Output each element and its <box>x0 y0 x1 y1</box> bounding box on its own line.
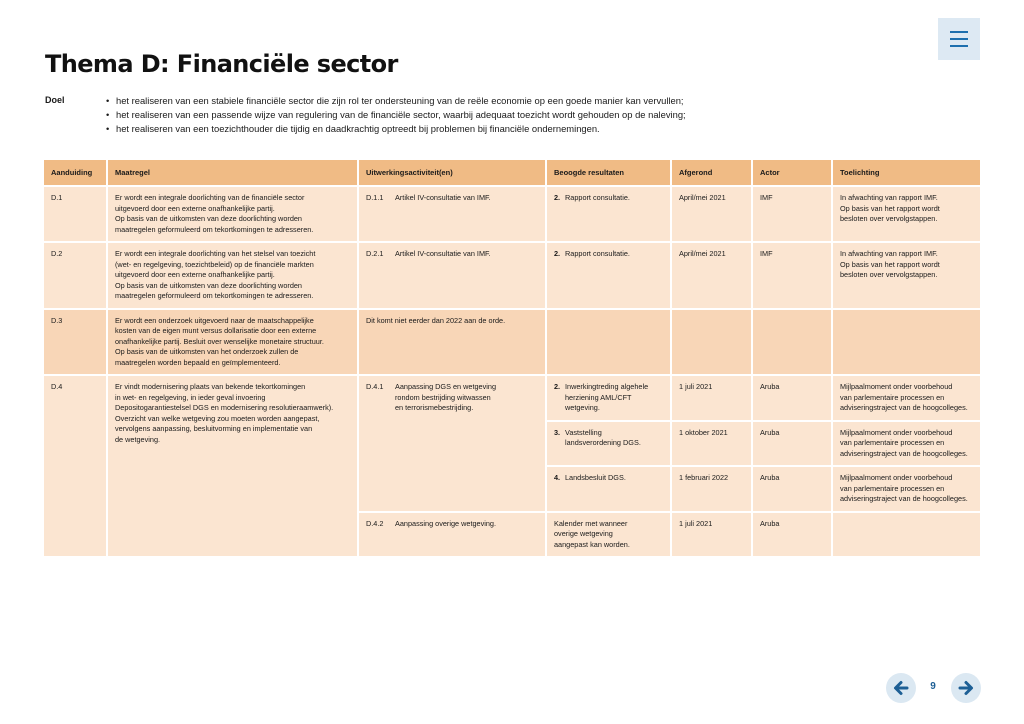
cell-resultaat <box>546 242 671 309</box>
activity-code: D.2.1 <box>366 249 384 258</box>
cell-aanduiding: D.2 <box>44 242 107 309</box>
cell-aanduiding: D.1 <box>44 186 107 242</box>
table-header-row <box>44 160 980 186</box>
cell-toelichting: In afwachting van rapport IMF. Op basis van het rapport wordt besloten over vervolgstappen. <box>832 242 980 309</box>
cell-resultaat <box>546 466 671 512</box>
page-number: 9 <box>930 681 936 692</box>
header-beoogde-resultaten: Beoogde resultaten <box>546 160 671 186</box>
header-actor: Actor <box>752 160 832 186</box>
result-number: 2. <box>554 249 561 258</box>
cell-maatregel: Er wordt een integrale doorlichting van de financiële sector uitgevoerd door een externe onafhankelijke partij. Op basis van de uitkomsten van deze doorlichting worden maatregelen geformuleerd om tekortkomingen te adresseren. <box>107 186 358 242</box>
cell-actor <box>752 309 832 376</box>
cell-maatregel: Er wordt een integrale doorlichting van het stelsel van toezicht (wet- en regelgeving, toezichtbeleid) op de financiële markten uitgevoerd door een externe onafhankelijke partij. Op basis van de uitkomsten van deze doorlichting worden maatregelen geformuleerd om tekortkomingen te adresseren. <box>107 242 358 309</box>
activity-code: D.4.2 <box>366 518 384 528</box>
cell-aanduiding: D.4 <box>44 375 107 557</box>
arrow-right-icon <box>951 673 981 703</box>
activity-text: Aanpassing DGS en wetgeving rondom bestrijding witwassen en terrorismebestrijding. <box>395 382 497 412</box>
result-text: Rapport consultatie. <box>565 193 630 202</box>
next-page-button[interactable] <box>951 673 981 703</box>
activity-code: D.4.1 <box>366 382 384 391</box>
cell-toelichting <box>832 309 980 376</box>
table-row <box>44 375 980 421</box>
cell-afgerond: 1 februari 2022 <box>671 466 752 512</box>
cell-afgerond: 1 juli 2021 <box>671 375 752 421</box>
cell-activiteit <box>358 242 546 309</box>
cell-resultaat <box>546 375 671 421</box>
cell-resultaat <box>546 309 671 376</box>
page-title <box>45 50 398 78</box>
cell-toelichting: Mijlpaalmoment onder voorbehoud van parlementaire processen en adviseringstraject van de hoogcolleges. <box>832 421 980 467</box>
activity-text: Artikel IV-consultatie van IMF. <box>395 193 491 202</box>
activity-text: Artikel IV-consultatie van IMF. <box>395 249 491 258</box>
cell-toelichting: Mijlpaalmoment onder voorbehoud van parlementaire processen en adviseringstraject van de hoogcolleges. <box>832 375 980 421</box>
doel-label: Doel <box>45 95 65 105</box>
page-title-prefix: Thema D: <box>45 50 170 78</box>
result-number: 2. <box>554 382 561 391</box>
menu-button[interactable] <box>938 18 980 60</box>
cell-maatregel: Er vindt modernisering plaats van bekende tekortkomingen in wet- en regelgeving, in ieder geval invoering Depositogarantiestelsel DGS en modernisering resolutieraamwerk). Overzicht van welke wetgeving zou moeten worden aangepast, vervolgens aanpassing, besluitvorming en implementatie van de wetgeving. <box>107 375 358 557</box>
cell-actor: IMF <box>752 242 832 309</box>
cell-toelichting: In afwachting van rapport IMF. Op basis van het rapport wordt besloten over vervolgstappen. <box>832 186 980 242</box>
cell-actor: Aruba <box>752 466 832 512</box>
cell-toelichting: Mijlpaalmoment onder voorbehoud van parlementaire processen en adviseringstraject van de hoogcolleges. <box>832 466 980 512</box>
result-text: Rapport consultatie. <box>565 249 630 258</box>
cell-aanduiding: D.3 <box>44 309 107 376</box>
doel-list <box>106 94 686 136</box>
cell-actor: Aruba <box>752 512 832 558</box>
cell-afgerond: 1 juli 2021 <box>671 512 752 558</box>
activity-text: Aanpassing overige wetgeving. <box>395 518 497 528</box>
header-aanduiding: Aanduiding <box>44 160 107 186</box>
page-title-bold: Financiële sector <box>176 50 398 78</box>
cell-activiteit-note: Dit komt niet eerder dan 2022 aan de orde. <box>358 309 546 376</box>
cell-activiteit <box>358 512 546 558</box>
result-number: 4. <box>554 473 561 482</box>
hamburger-menu-icon <box>950 31 968 33</box>
header-afgerond: Afgerond <box>671 160 752 186</box>
cell-actor: IMF <box>752 186 832 242</box>
cell-resultaat <box>546 186 671 242</box>
arrow-left-icon <box>886 673 916 703</box>
header-uitwerkingsactiviteit: Uitwerkingsactiviteit(en) <box>358 160 546 186</box>
doel-item: • het realiseren van een passende wijze van regulering van de financiële sector, waarbij adequaat toezicht wordt gehouden op de naleving; <box>106 108 686 122</box>
header-toelichting: Toelichting <box>832 160 980 186</box>
result-number: 2. <box>554 193 561 202</box>
doel-item: • het realiseren van een toezichthouder die tijdig en daadkrachtig optreedt bij problemen bij financiële ondernemingen. <box>106 122 686 136</box>
table-row <box>44 186 980 242</box>
result-text: Inwerkingtreding algehele herziening AML/CFT wetgeving. <box>565 382 649 412</box>
cell-resultaat <box>546 421 671 467</box>
previous-page-button[interactable] <box>886 673 916 703</box>
result-number: 3. <box>554 427 561 437</box>
cell-activiteit <box>358 186 546 242</box>
cell-toelichting <box>832 512 980 558</box>
cell-resultaat: Kalender met wanneer overige wetgeving aangepast kan worden. <box>546 512 671 558</box>
header-maatregel: Maatregel <box>107 160 358 186</box>
cell-afgerond <box>671 309 752 376</box>
cell-afgerond: April/mei 2021 <box>671 242 752 309</box>
cell-afgerond: April/mei 2021 <box>671 186 752 242</box>
table-row <box>44 309 980 376</box>
cell-maatregel: Er wordt een onderzoek uitgevoerd naar de maatschappelijke kosten van de eigen munt versus dollarisatie door een externe onafhankelijke partij. Besluit over wenselijke monetaire structuur. Op basis van de uitkomsten van het onderzoek zullen de maatregelen worden bepaald en geïmplementeerd. <box>107 309 358 376</box>
doel-item: • het realiseren van een stabiele financiële sector die zijn rol ter ondersteuning van de reële economie op een goede manier kan vervullen; <box>106 94 686 108</box>
cell-actor: Aruba <box>752 375 832 421</box>
cell-afgerond: 1 oktober 2021 <box>671 421 752 467</box>
activity-code: D.1.1 <box>366 193 384 202</box>
table-row <box>44 242 980 309</box>
result-text: Vaststelling landsverordening DGS. <box>565 427 641 447</box>
measures-table <box>44 160 980 558</box>
cell-activiteit <box>358 375 546 512</box>
cell-actor: Aruba <box>752 421 832 467</box>
result-text: Landsbesluit DGS. <box>565 473 626 482</box>
